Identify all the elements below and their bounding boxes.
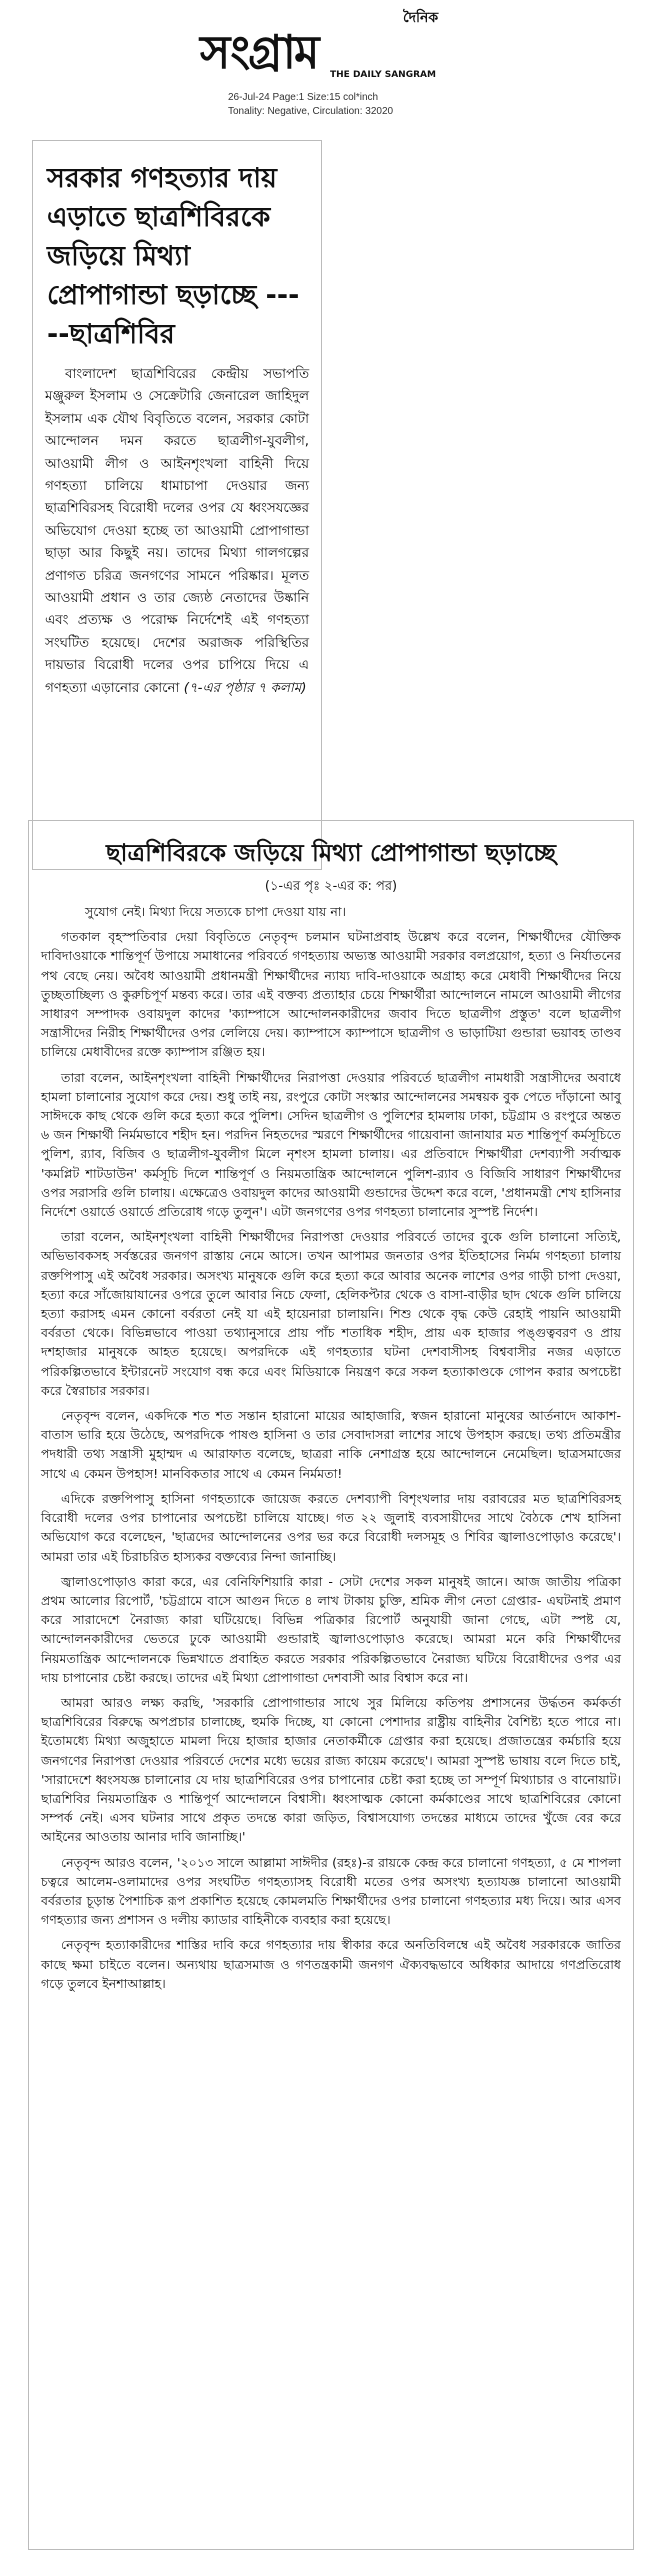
body-paragraph: তারা বলেন, আইনশৃংখলা বাহিনী শিক্ষার্থীদের নিরাপত্তা দেওয়ার পরিবর্তে ছাত্রলীগ নামধারী সন্ত্রাসীদের অবাধে হামলা চালানোর সুযোগ করে দেয়। শুধু তাই নয়, রংপুরে কোটা সংস্কার আন্দোলনের সমন্বয়ক বুক পেতে দাঁড়ানো আবু সাঈদকে কাছ থেকে গুলি করে হত্যা করে পুলিশ। সেদিন ছাত্রলীগ ও পুলিশের হামলায় ঢাকা, চট্টগ্রাম ও রংপুরে অন্তত ৬ জন শিক্ষার্থী নির্মমভাবে শহীদ হন। পরদিন নিহতদের স্মরণে শিক্ষার্থীদের গায়েবানা জানাযার মত শান্তিপূর্ণ কর্মসূচিতে পুলিশ, র‍্যাব, বিজিব ও ছাত্রলীগ-যুবলীগ মিলে নৃশংস হামলা চালায়। এর প্রতিবাদে শিক্ষার্থীরা দেশব্যাপী সর্বাত্মক 'কমপ্লিট শাটডাউন' কর্মসূচি দিলে শান্তিপূর্ণ ও নিয়মতান্ত্রিক আন্দোলনে পুলিশ-র‍্যাব ও বিজিবি সাধারণ শিক্ষার্থীদের ওপর সরাসরি গুলি চালায়। এক্ষেত্রেও ওবায়দুল কাদের আওয়ামী গুন্ডাদের উদ্দেশ করে বলে, 'প্রধানমন্ত্রী শেখ হাসিনার নির্দেশে ওয়ার্ডে ওয়ার্ডে প্রতিরোধ গড়ে তুলুন'। এটা জনগণের ওপর গণহত্যা চালানোর সুস্পষ্ট নির্দেশ। <box>41 1069 621 1220</box>
masthead-small-label: দৈনিক <box>403 10 439 26</box>
continued-article <box>28 820 634 2550</box>
lead-paragraph <box>45 364 309 700</box>
lead-paragraph-text: বাংলাদেশ ছাত্রশিবিরের কেন্দ্রীয় সভাপতি মঞ্জুরুল ইসলাম ও সেক্রেটারি জেনারেল জাহিদুল ইসলাম এক যৌথ বিবৃতিতে বলেন, সরকার কোটা আন্দোলন দমন করতে ছাত্রলীগ-যুবলীগ, আওয়ামী লীগ ও আইনশৃংখলা বাহিনী দিয়ে গণহত্যা চালিয়ে ধামাচাপা দেওয়ার জন্য ছাত্রশিবিরসহ বিরোধী দলের ওপর যে ধ্বংসযজ্ঞের অভিযোগ দেওয়া হচ্ছে তা আওয়ামী প্রোপাগান্ডা ছাড়া আর কিছুই নয়। তাদের মিথ্যা গালগল্পের প্রণাগত চরিত্র জনগণের সামনে পরিষ্কার। মূলত আওয়ামী প্রধান ও তার জ্যেষ্ঠ নেতাদের উষ্কানি এবং প্রত্যক্ষ ও পরোক্ষ নির্দেশেই এই গণহত্যা সংঘটিত হয়েছে। দেশের অরাজক পরিস্থিতির দায়ভার বিরোধী দলের ওপর চাপিয়ে দিয়ে এ গণহত্যা এড়ানোর কোনো <box>45 367 309 696</box>
lead-article <box>32 140 322 870</box>
masthead-subtitle: THE DAILY SANGRAM <box>330 70 436 80</box>
body-paragraph: নেতৃবৃন্দ হত্যাকারীদের শাস্তির দাবি করে গণহত্যার দায় স্বীকার করে অনতিবিলম্বে এই অবৈধ সরকারকে জাতির কাছে ক্ষমা চাইতে বলেন। অন্যথায় ছাত্রসমাজ ও গণতন্ত্রকামী জনগণ ঐক্যবদ্ধভাবে অধিকার আদায়ে গণপ্রতিরোধ গড়ে তুলবে ইনশাআল্লাহ। <box>41 1937 621 1991</box>
masthead-logo-title: সংগ্রাম <box>200 25 318 79</box>
continued-title: ছাত্রশিবিরকে জড়িয়ে মিথ্যা প্রোপাগান্ডা ছড়াচ্ছে <box>105 839 557 867</box>
masthead <box>0 0 648 140</box>
lead-headline: সরকার গণহত্যার দায় এড়াতে ছাত্রশিবিরকে জড়িয়ে মিথ্যা প্রোপাগান্ডা ছড়াচ্ছে -----ছাত্রশিবির <box>47 163 300 350</box>
body-paragraph: আমরা আরও লক্ষ্য করছি, 'সরকারি প্রোপাগান্ডার সাথে সুর মিলিয়ে কতিপয় প্রশাসনের উর্দ্ধতন কর্মকর্তা ছাত্রশিবিরের বিরুদ্ধে অপপ্রচার চালাচ্ছে, হুমকি দিচ্ছে, যা কোনো পেশাদার রাষ্ট্রীয় বাহিনীর বৈশিষ্ট্য হতে পারে না। ইতোমধ্যে মিথ্যা অজুহাতে মামলা দিয়ে হাজার হাজার নেতাকর্মীকে গ্রেপ্তার করা হয়েছে। প্রজাতন্ত্রের কর্মচারি হয়ে জনগণের নিরাপত্তা দেওয়ার পরিবর্তে দেশের মধ্যে ভয়ের রাজ্য কায়েম করেছে'। আমরা সুস্পষ্ট ভাষায় বলে দিতে চাই, 'সারাদেশে ধ্বংসযজ্ঞ চালানোর যে দায় ছাত্রশিবিরের ওপর চাপানোর চেষ্টা করা হচ্ছে তা সম্পূর্ণ মিথ্যাচার ও বানোয়াট। ছাত্রশিবির নিয়মতান্ত্রিক ও শান্তিপূর্ণ আন্দোলনে বিশ্বাসী। ধ্বংসাত্মক কোনো কর্মকাণ্ডের সাথে ছাত্রশিবিরের কোনো সম্পর্ক নেই। এসব ঘটনার সাথে প্রকৃত তদন্তে কারা জড়িত, বিশ্বাসযোগ্য তদন্তের মাধ্যমে তাদের খুঁজে বের করে আইনের আওতায় আনার দাবি জানাচ্ছি।' <box>41 1694 621 1845</box>
body-paragraph: তারা বলেন, আইনশৃংখলা বাহিনী শিক্ষার্থীদের নিরাপত্তা দেওয়ার পরিবর্তে তাদের বুকে গুলি চালানো সত্যিই, অভিভাবকসহ সর্বস্তরের জনগণ রাস্তায় নেমে আসে। তখন আপামর জনতার ওপর ইতিহাসের নির্মম গণহত্যা চালায় রক্তপিপাসু এই অবৈধ সরকার। অসংখ্য মানুষকে গুলি করে হত্যা করে আবার অনেক লাশের ওপর গাড়ী চাপা দেওয়া, হত্যা করে সাঁজোয়াযানের ওপরে তুলে আবার নিচে ফেলা, হেলিকপ্টার থেকে ও বাসা-বাড়ীর ছাদ থেকে গুলি চালিয়ে হত্যা করাসহ এমন কোনো বর্বরতা নেই যা এই হায়েনারা চালায়নি। শিশু থেকে বৃদ্ধ কেউ রেহাই পায়নি আওয়ামী বর্বরতা থেকে। বিভিন্নভাবে পাওয়া তথ্যানুসারে প্রায় পাঁচ শতাধিক শহীদ, প্রায় এক হাজার পঙ্গুত্ববরণ ও প্রায় দশহাজার মানুষকে আহত হয়েছে। অপরদিকে এই গণহত্যার ঘটনা দেশবাসীসহ বিশ্ববাসীর নজর এড়াতে পরিকল্পিতভাবে ইন্টারনেট সংযোগ বন্ধ করে এবং মিডিয়াকে নিয়ন্ত্রণ করে সকল হত্যাকাণ্ডকে গোপন করার অপচেষ্টা করে স্বৈরাচার সরকার। <box>41 1229 621 1398</box>
body-paragraph: গতকাল বৃহস্পতিবার দেয়া বিবৃতিতে নেতৃবৃন্দ চলমান ঘটনাপ্রবাহ উল্লেখ করে বলেন, শিক্ষার্থীদের যৌক্তিক দাবিদাওয়াকে শান্তিপূর্ণ উপায়ে সমাধানের পরিবর্তে গণহত্যায় অভ্যস্ত আওয়ামী সরকার বলপ্রয়োগ, হত্যা ও নির্যাতনের পথ বেছে নেয়। অবৈধ আওয়ামী প্রধানমন্ত্রী শিক্ষার্থীদের ন্যায্য দাবি-দাওয়াকে অগ্রাহ্য করে মেধাবী শিক্ষার্থীদের নিয়ে তুচ্ছতাচ্ছিল্য ও কুরুচিপূর্ণ মন্তব্য করে। তার এই বক্তব্য প্রত্যাহার চেয়ে শিক্ষার্থীরা আন্দোলনে নামলে আওয়ামী লীগের সাধারণ সম্পাদক ওবায়দুল কাদের 'ক্যাম্পাসে আন্দোলনকারীদের জবাব দিতে ছাত্রলীগ প্রস্তুত' বলে ছাত্রলীগ সন্ত্রাসীদের নিরীহ শিক্ষার্থীদের ওপর লেলিয়ে দেয়। ক্যাম্পাসে ক্যাম্পাসে ছাত্রলীগ ও ভাড়াটিয়া গুন্ডারা ভয়াবহ তাণ্ডব চালিয়ে মেধাবীদের রক্তে ক্যাম্পাস রঞ্জিত হয়। <box>41 929 621 1060</box>
body-paragraph: সুযোগ নেই। মিথ্যা দিয়ে সত্যকে চাপা দেওয়া যায় না। <box>85 904 347 919</box>
continued-page-ref: (১-এর পৃঃ ২-এর ক: পর) <box>264 879 398 894</box>
clip-meta-line-1: 26-Jul-24 Page:1 Size:15 col*inch <box>228 92 379 103</box>
body-paragraph: নেতৃবৃন্দ বলেন, একদিকে শত শত সন্তান হারানো মায়ের আহাজারি, স্বজন হারানো মানুষের আর্তনাদে আকাশ-বাতাস ভারি হয়ে উঠেছে, অপরদিকে পাষণ্ড হাসিনা ও তার সেবাদাসরা লাশের সাথে উপহাস করছে। তথ্য প্রতিমন্ত্রীর পদধারী তথ্য সন্ত্রাসী মুহাম্মদ এ আরাফাত বলেছে, ছাত্ররা নাকি নেশাগ্রস্ত হয়ে আন্দোলনে নেমেছিল। ছাত্রসমাজের সাথে এ কেমন উপহাস! মানবিকতার সাথে এ কেমন নির্মমতা! <box>41 1408 621 1481</box>
body-paragraph: জ্বালাওপোড়াও কারা করে, এর বেনিফিশিয়ারি কারা - সেটা দেশের সকল মানুষই জানে। আজ জাতীয় পত্রিকা প্রথম আলোর রিপোর্ট, 'চট্টগ্রামে বাসে আগুন দিতে ৪ লাখ টাকায় চুক্তি, শ্রমিক লীগ নেতা গ্রেপ্তার- এঘটনাই প্রমাণ করে সারাদেশে নৈরাজ্য কারা ঘটিয়েছে। বিভিন্ন পত্রিকার রিপোর্ট অনুযায়ী জানা গেছে, এটা স্পষ্ট যে, আন্দোলনকারীদের ভেতরে ঢুকে আওয়ামী গুন্ডারাই জ্বালাওপোড়াও করেছে। আমরা মনে করি শিক্ষার্থীদের নিয়মতান্ত্রিক আন্দোলনকে ভিন্নখাতে প্রবাহিত করতে সরকার পরিকল্পিতভাবে নৈরাজ্য ঘটিয়ে বিরোধীদের ওপর এর দায় চাপানোর চেষ্টা করছে। তাদের এই মিথ্যা প্রোপাগান্ডা দেশবাসী আর বিশ্বাস করে না। <box>41 1573 621 1685</box>
body-paragraph: নেতৃবৃন্দ আরও বলেন, '২০১৩ সালে আল্লামা সাঈদীর (রহঃ)-র রায়কে কেন্দ্র করে চালানো গণহত্যা, ৫ মে শাপলা চত্বরে আলেম-ওলামাদের ওপর সংঘটিত গণহত্যাসহ বিরোধী মতের ওপর অসংখ্য হত্যাযজ্ঞ চালানো আওয়ামী বর্বরতার চূড়ান্ত পৈশাচিক রূপ প্রকাশিত হয়েছে কোমলমতি শিক্ষার্থীদের ওপর চালানো গণহত্যার মধ্য দিয়ে। আর এসব গণহত্যার জন্য প্রশাসন ও দলীয় ক্যাডার বাহিনীকে ব্যবহার করা হয়েছে। <box>41 1854 621 1928</box>
clip-meta-line-2: Tonality: Negative, Circulation: 32020 <box>228 106 394 117</box>
body-paragraph: এদিকে রক্তপিপাসু হাসিনা গণহত্যাকে জায়েজ করতে দেশব্যাপী বিশৃংখলার দায় বরাবরের মত ছাত্রশিবিরসহ বিরোধী দলের ওপর চাপানোর অপচেষ্টা চালিয়ে যাচ্ছে। গত ২২ জুলাই ব্যবসায়ীদের সাথে বৈঠকে শেখ হাসিনা অভিযোগ করে বলেছেন, 'ছাত্রদের আন্দোলনের ওপর ভর করে বিরোধী দলসমূহ ও শিবির জ্বালাওপোড়াও করেছে'। আমরা তার এই চিরাচরিত হাস্যকর বক্তব্যের নিন্দা জানাচ্ছি। <box>41 1490 621 1564</box>
lead-continuation-note: (৭-এর পৃষ্ঠার ৭ কলাম) <box>183 680 307 696</box>
